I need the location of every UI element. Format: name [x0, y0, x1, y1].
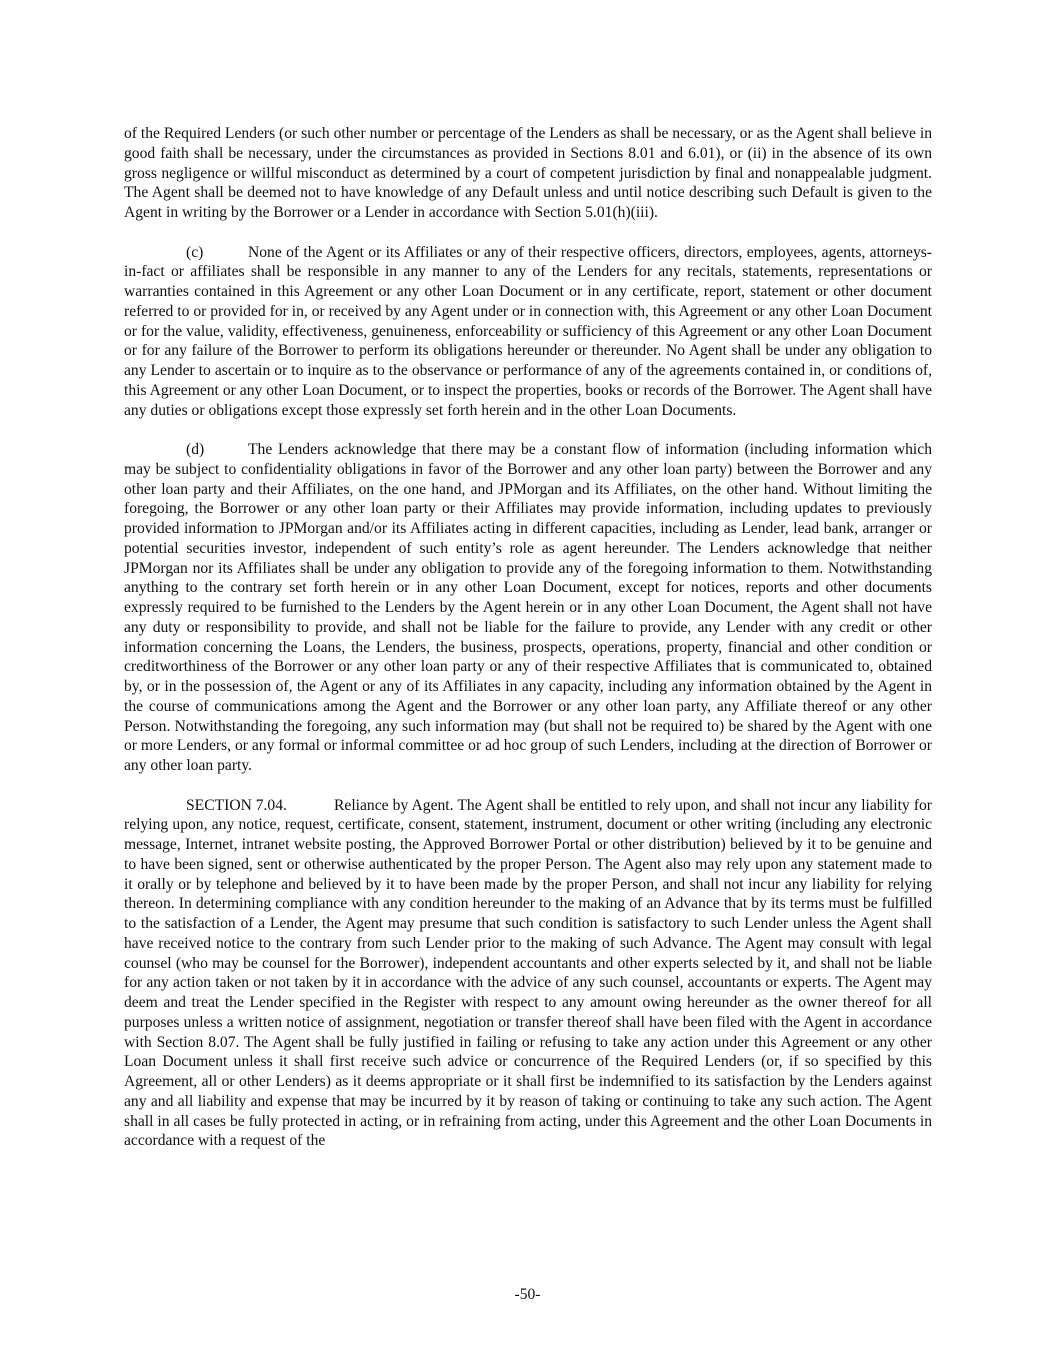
clause-c-label: (c) — [186, 243, 204, 261]
page-number: -50- — [514, 1286, 541, 1303]
section-text: The Agent shall be entitled to rely upon, and shall not incur any liability for relying upon, any notice, request, certificate, consent, statement, instrument, document or other writing (including any electronic message, Internet, intranet website posting, the Approved Borrower Portal or other distribution) believed by it to be genuine and to have been signed, sent or otherwise authenticated by the proper Person. The Agent also may rely upon any statement made to it orally or by telephone and believed by it to have been made by the proper Person, and shall not incur any liability for relying thereon. In determining compliance with any condition hereunder to the making of an Advance that by its terms must be fulfilled to the satisfaction of a Lender, the Agent may presume that such condition is satisfactory to such Lender unless the Agent shall have received notice to the contrary from such Lender prior to the making of such Advance. The Agent may consult with legal counsel (who may be counsel for the Borrower), independent accountants and other experts selected by it, and shall not be liable for any action taken or not taken by it in accordance with the advice of any such counsel, accountants or experts. The Agent may deem and treat the Lender specified in the Register with respect to any amount owing hereunder as the owner thereof for all purposes unless a written notice of assignment, negotiation or transfer thereof shall have been filed with the Agent in accordance with Section 8.07. The Agent shall be fully justified in failing or refusing to take any action under this Agreement or any other Loan Document unless it shall first receive such advice or concurrence of the Required Lenders (or, if so specified by this Agreement, all or other Lenders) as it deems appropriate or it shall first be indemnified to its satisfaction by the Lenders against any and all liability and expense that may be incurred by it by reason of taking or continuing to take any such action. The Agent shall in all cases be fully protected in acting, or in refraining from acting, under this Agreement and the other Loan Documents in accordance with a request of the — [124, 796, 933, 1150]
section-title: Reliance by Agent. — [334, 796, 454, 814]
clause-c-paragraph — [124, 243, 932, 421]
document-page — [124, 124, 932, 1171]
clause-d-label: (d) — [186, 441, 205, 458]
clause-d-text: The Lenders acknowledge that there may be a constant flow of information (including information which may be subject to confidentiality obligations in favor of the Borrower and any other loan party) between the Borrower and any other loan party and their Affiliates, on the one hand, and JPMorgan and its Affiliates, on the other hand. Without limiting the foregoing, the Borrower or any other loan party or their Affiliates may provide information, including updates to previously provided information to JPMorgan and/or its Affiliates acting in different capacities, including as Lender, lead bank, arranger or potential securities investor, independent of such entity’s role as agent hereunder. The Lenders acknowledge that neither JPMorgan nor its Affiliates shall be under any obligation to provide any of the foregoing information to them. Notwithstanding anything to the contrary set forth herein or in any other Loan Document, except for notices, reports and other documents expressly required to be furnished to the Lenders by the Agent herein or in any other Loan Document, the Agent shall not have any duty or responsibility to provide, and shall not be liable for the failure to provide, any Lender with any credit or other information concerning the Loans, the Lenders, the business, prospects, operations, property, financial and other condition or creditworthiness of the Borrower or any other loan party or any of their respective Affiliates that is communicated to, obtained by, or in the possession of, the Agent or any of its Affiliates in any capacity, including any information obtained by the Agent in the course of communications among the Agent and the Borrower or any other loan party, any Affiliate thereof or any other Person. Notwithstanding the foregoing, any such information may (but shall not be required to) be shared by the Agent with one or more Lenders, or any formal or informal committee or ad hoc group of such Lenders, including at the direction of Borrower or any other loan party. — [124, 441, 932, 774]
section-7-04-paragraph — [124, 796, 932, 1152]
section-number: SECTION 7.04. — [186, 796, 287, 814]
clause-c-text: None of the Agent or its Affiliates or any of their respective officers, directors, employees, agents, attorneys-in-fact or affiliates shall be responsible in any manner to any of the Lenders for any recitals, statements, representations or warranties contained in this Agreement or any other Loan Document or in any certificate, report, statement or other document referred to or provided for in, or received by any Agent under or in connection with, this Agreement or any other Loan Document or for the value, validity, effectiveness, genuineness, enforceability or sufficiency of this Agreement or any other Loan Document or for any failure of the Borrower to perform its obligations hereunder or thereunder. No Agent shall be under any obligation to any Lender to ascertain or to inquire as to the observance or performance of any of the agreements contained in, or conditions of, this Agreement or any other Loan Document, or to inspect the properties, books or records of the Borrower. The Agent shall have any duties or obligations except those expressly set forth herein and in the other Loan Documents. — [124, 243, 932, 419]
clause-d-paragraph — [124, 440, 932, 776]
continuation-paragraph: of the Required Lenders (or such other number or percentage of the Lenders as shall be necessary, or as the Agent shall believe in good faith shall be necessary, under the circumstances as provided in Sections 8.01 and 6.01), or (ii) in the absence of its own gross negligence or willful misconduct as determined by a court of competent jurisdiction by final and nonappealable judgment. The Agent shall be deemed not to have knowledge of any Default unless and until notice describing such Default is given to the Agent in writing by the Borrower or a Lender in accordance with Section 5.01(h)(iii). — [124, 125, 932, 221]
